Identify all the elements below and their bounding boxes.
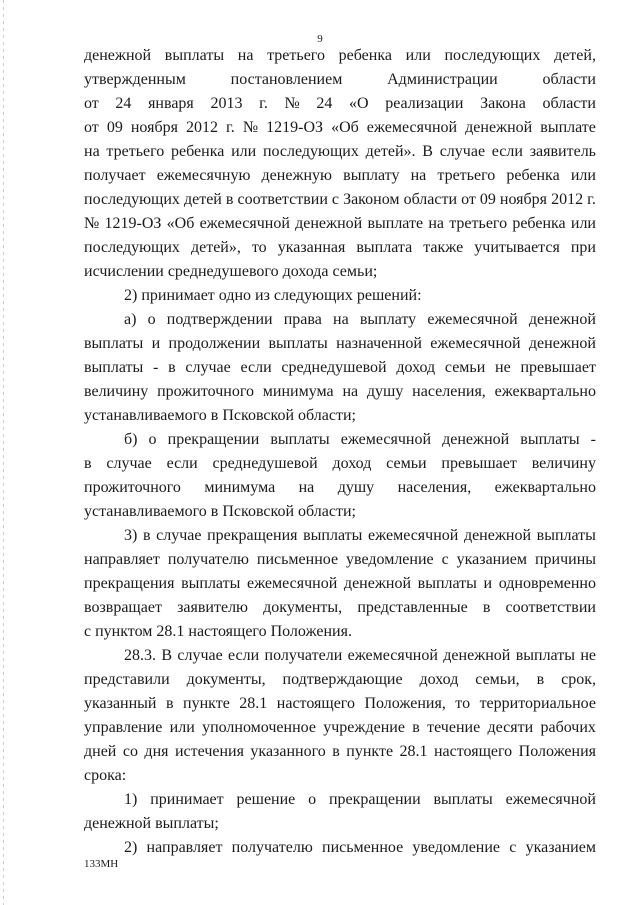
text-line: указанный в пункте 28.1 настоящего Положения, то территориальное <box>84 695 596 712</box>
scan-edge-mark <box>3 0 4 905</box>
text-line: получает ежемесячную денежную выплату на третьего ребенка или <box>84 167 596 184</box>
text-line: 2) направляет получателю письменное уведомление с указанием <box>124 839 596 856</box>
text-line: 28.3. В случае если получатели ежемесячной денежной выплаты не <box>124 647 596 664</box>
text-line: от 24 января 2013 г. № 24 «О реализации Закона области <box>84 95 596 112</box>
document-body-text <box>84 44 596 860</box>
text-line: последующих детей», то указанная выплата также учитывается при <box>84 239 596 256</box>
text-line: последующих детей в соответствии с Законом области от 09 ноября 2012 г. <box>84 191 596 208</box>
text-line: от 09 ноября 2012 г. № 1219-ОЗ «Об ежемесячной денежной выплате <box>84 119 596 136</box>
text-line: б) о прекращении выплаты ежемесячной денежной выплаты - <box>124 431 596 448</box>
text-line: денежной выплаты; <box>84 815 219 832</box>
text-line: возвращает заявителю документы, представленные в соответствии <box>84 599 596 616</box>
text-line: устанавливаемого в Псковской области; <box>84 503 356 520</box>
text-line: а) о подтверждении права на выплату ежемесячной денежной <box>124 311 596 328</box>
text-line: выплаты - в случае если среднедушевой доход семьи не превышает <box>84 359 596 376</box>
text-line: с пунктом 28.1 настоящего Положения. <box>84 623 352 640</box>
text-line: срока: <box>84 767 127 784</box>
text-line: 2) принимает одно из следующих решений: <box>124 287 422 304</box>
text-line: устанавливаемого в Псковской области; <box>84 407 356 424</box>
text-line: денежной выплаты на третьего ребенка или последующих детей, <box>84 47 596 64</box>
text-line: в случае если среднедушевой доход семьи превышает величину <box>84 455 596 472</box>
text-line: выплаты и продолжении выплаты назначенной ежемесячной денежной <box>84 335 596 352</box>
text-line: направляет получателю письменное уведомление с указанием причины <box>84 551 596 568</box>
text-line: 1) принимает решение о прекращении выплаты ежемесячной <box>124 791 596 808</box>
text-line: 3) в случае прекращения выплаты ежемесячной денежной выплаты <box>124 527 596 544</box>
text-line: № 1219-ОЗ «Об ежемесячной денежной выплате на третьего ребенка или <box>84 215 596 232</box>
document-code: 133МН <box>84 858 119 870</box>
text-line: величину прожиточного минимума на душу населения, ежеквартально <box>84 383 596 400</box>
text-line: дней со дня истечения указанного в пункте 28.1 настоящего Положения <box>84 743 596 760</box>
text-line: представили документы, подтверждающие доход семьи, в срок, <box>84 671 596 688</box>
text-line: на третьего ребенка или последующих детей». В случае если заявитель <box>84 143 596 160</box>
text-line: исчислении среднедушевого дохода семьи; <box>84 263 378 280</box>
text-line: прожиточного минимума на душу населения, ежеквартально <box>84 479 596 496</box>
page-number: 9 <box>317 33 323 45</box>
text-line: управление или уполномоченное учреждение в течение десяти рабочих <box>84 719 596 736</box>
text-line: прекращения выплаты ежемесячной денежной выплаты и одновременно <box>84 575 596 592</box>
text-line: утвержденным постановлением Администрации области <box>84 71 596 88</box>
